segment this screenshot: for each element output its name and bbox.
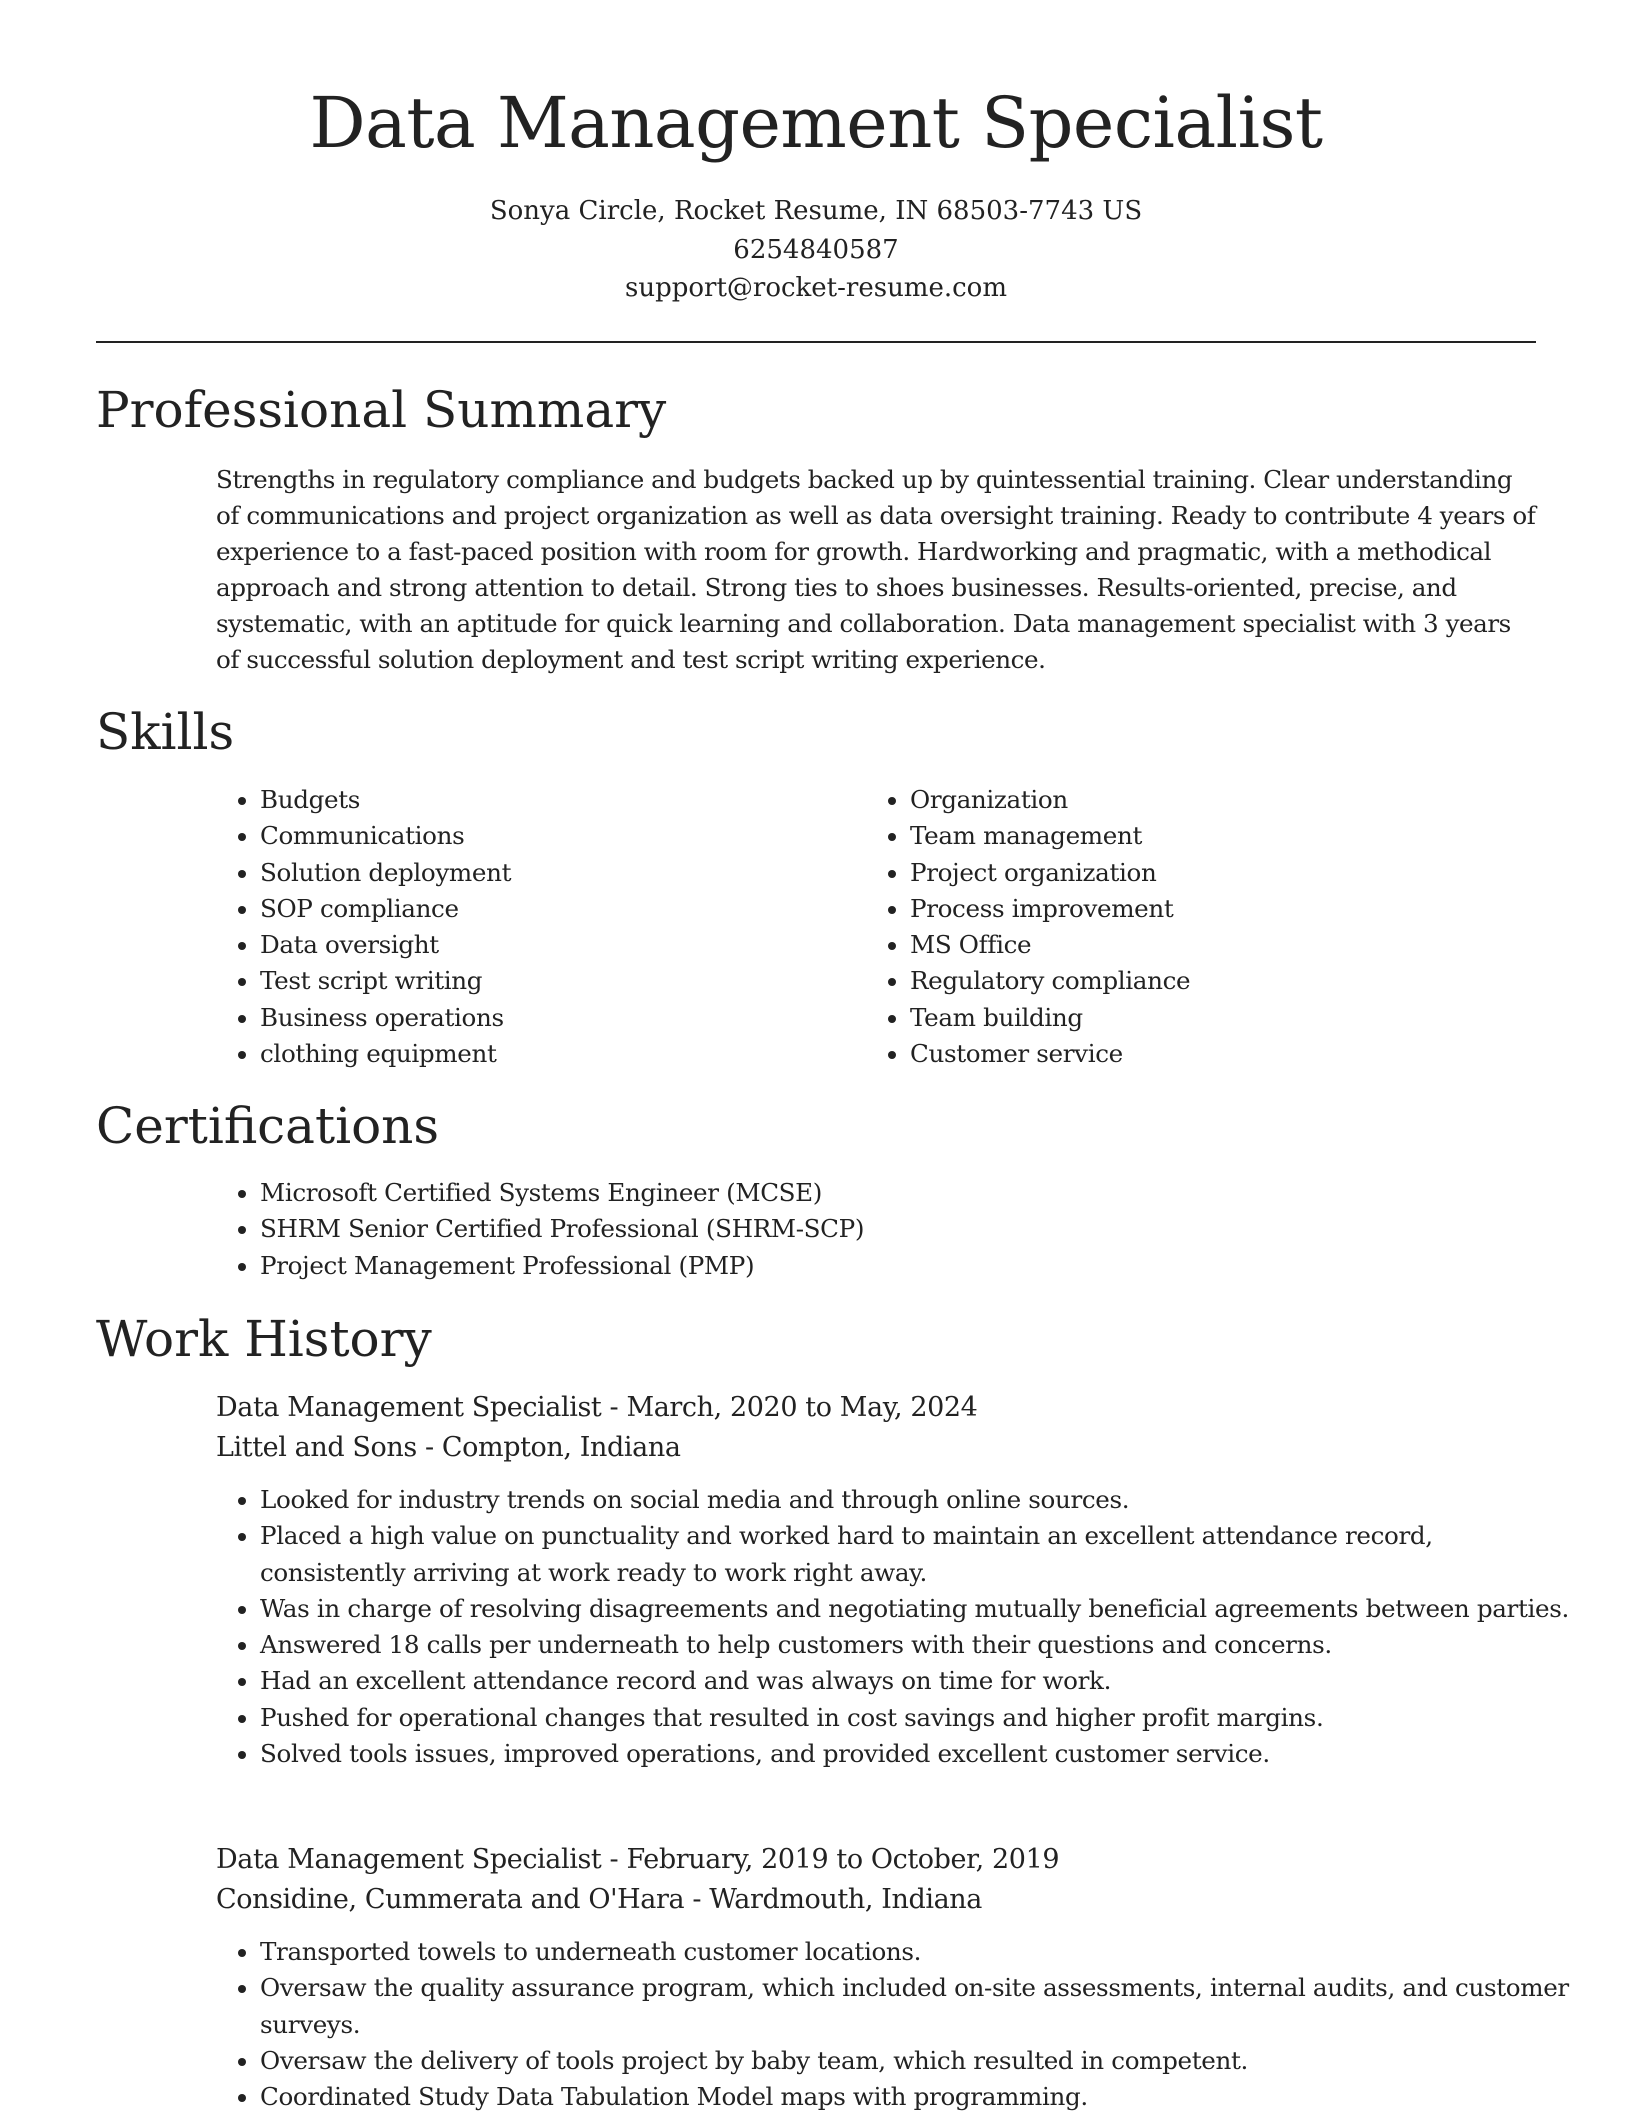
job-dates: March, 2020 to May, 2024 <box>626 1392 978 1423</box>
skills-heading: Skills <box>96 703 235 761</box>
summary-heading: Professional Summary <box>96 381 667 439</box>
list-item: • Process improvement <box>910 891 1550 927</box>
job-bullets <box>216 1934 1582 2115</box>
header-divider <box>96 341 1536 343</box>
skills-list-right <box>866 782 1550 1072</box>
list-item: • Budgets <box>260 782 860 818</box>
list-item: • Project organization <box>910 855 1550 891</box>
summary-text: Strengths in regulatory compliance and budgets backed up by quintessential training. Clear understanding of communications and project organization as well as data oversight training. Ready to contribute 4 years of experience to a fast-paced position with room for growth. Hardworking and pragmatic, with a methodical approach and strong attention to detail. Strong ties to shoes businesses. Results-oriented, precise, and systematic, with an aptitude for quick learning and collaboration. Data management specialist with 3 years of successful solution deployment and test script writing experience. <box>216 465 1536 674</box>
phone: 6254840587 <box>733 234 899 265</box>
list-item: • Oversaw the delivery of tools project by baby team, which resulted in competent. <box>260 2043 1582 2079</box>
job-company-line <box>216 1880 982 1920</box>
candidate-name: Data Management Specialist <box>309 82 1323 164</box>
job-title: Data Management Specialist <box>216 1844 602 1875</box>
list-item: • Project Management Professional (PMP) <box>260 1248 1560 1284</box>
certifications-heading: Certifications <box>96 1097 440 1155</box>
company-name: Considine, Cummerata and O'Hara <box>216 1884 685 1915</box>
list-item: • Coordinated Study Data Tabulation Model maps with programming. <box>260 2079 1582 2115</box>
email: support@rocket-resume.com <box>624 273 1007 303</box>
list-item: • Solution deployment <box>260 855 860 891</box>
company-name: Littel and Sons <box>216 1432 417 1463</box>
list-item: • Had an excellent attendance record and was always on time for work. <box>260 1663 1582 1699</box>
list-item: • clothing equipment <box>260 1036 860 1072</box>
list-item: • Oversaw the quality assurance program, which included on-site assessments, internal audits, and customer surveys. <box>260 1970 1582 2043</box>
separator: - <box>601 1392 627 1423</box>
list-item: • Solved tools issues, improved operations, and provided excellent customer service. <box>260 1736 1582 1772</box>
list-item: • Answered 18 calls per underneath to help customers with their questions and concerns. <box>260 1627 1582 1663</box>
job-dates: February, 2019 to October, 2019 <box>626 1844 1060 1875</box>
list-item: • Pushed for operational changes that resulted in cost savings and higher profit margins. <box>260 1700 1582 1736</box>
skills-list-left <box>216 782 860 1072</box>
job-bullets <box>216 1482 1582 1772</box>
work-history-heading: Work History <box>96 1310 432 1368</box>
job-title-line <box>216 1388 977 1428</box>
list-item: • SOP compliance <box>260 891 860 927</box>
separator: - <box>601 1844 627 1875</box>
list-item: • MS Office <box>910 927 1550 963</box>
list-item: • Regulatory compliance <box>910 963 1550 999</box>
list-item: • Business operations <box>260 1000 860 1036</box>
list-item: • SHRM Senior Certified Professional (SHRM-SCP) <box>260 1211 1560 1247</box>
list-item: • Customer service <box>910 1036 1550 1072</box>
list-item: • Organization <box>910 782 1550 818</box>
list-item: • Data oversight <box>260 927 860 963</box>
list-item: • Transported towels to underneath customer locations. <box>260 1934 1582 1970</box>
address: Sonya Circle, Rocket Resume, IN 68503-7743 US <box>489 196 1143 226</box>
list-item: • Microsoft Certified Systems Engineer (MCSE) <box>260 1175 1560 1211</box>
list-item: • Looked for industry trends on social media and through online sources. <box>260 1482 1582 1518</box>
separator: - <box>416 1432 442 1463</box>
list-item: • Test script writing <box>260 963 860 999</box>
list-item: • Placed a high value on punctuality and worked hard to maintain an excellent attendance record, consistently arriving at work ready to work right away. <box>260 1518 1582 1591</box>
contact-info <box>0 192 1632 308</box>
job-company-line <box>216 1428 681 1468</box>
company-location: Compton, Indiana <box>441 1432 681 1463</box>
list-item: • Team management <box>910 818 1550 854</box>
list-item: • Team building <box>910 1000 1550 1036</box>
job-title-line <box>216 1840 1059 1880</box>
company-location: Wardmouth, Indiana <box>709 1884 982 1915</box>
separator: - <box>684 1884 710 1915</box>
certifications-list <box>216 1175 1560 1284</box>
job-title: Data Management Specialist <box>216 1392 602 1423</box>
list-item: • Was in charge of resolving disagreements and negotiating mutually beneficial agreements between parties. <box>260 1591 1582 1627</box>
list-item: • Communications <box>260 818 860 854</box>
